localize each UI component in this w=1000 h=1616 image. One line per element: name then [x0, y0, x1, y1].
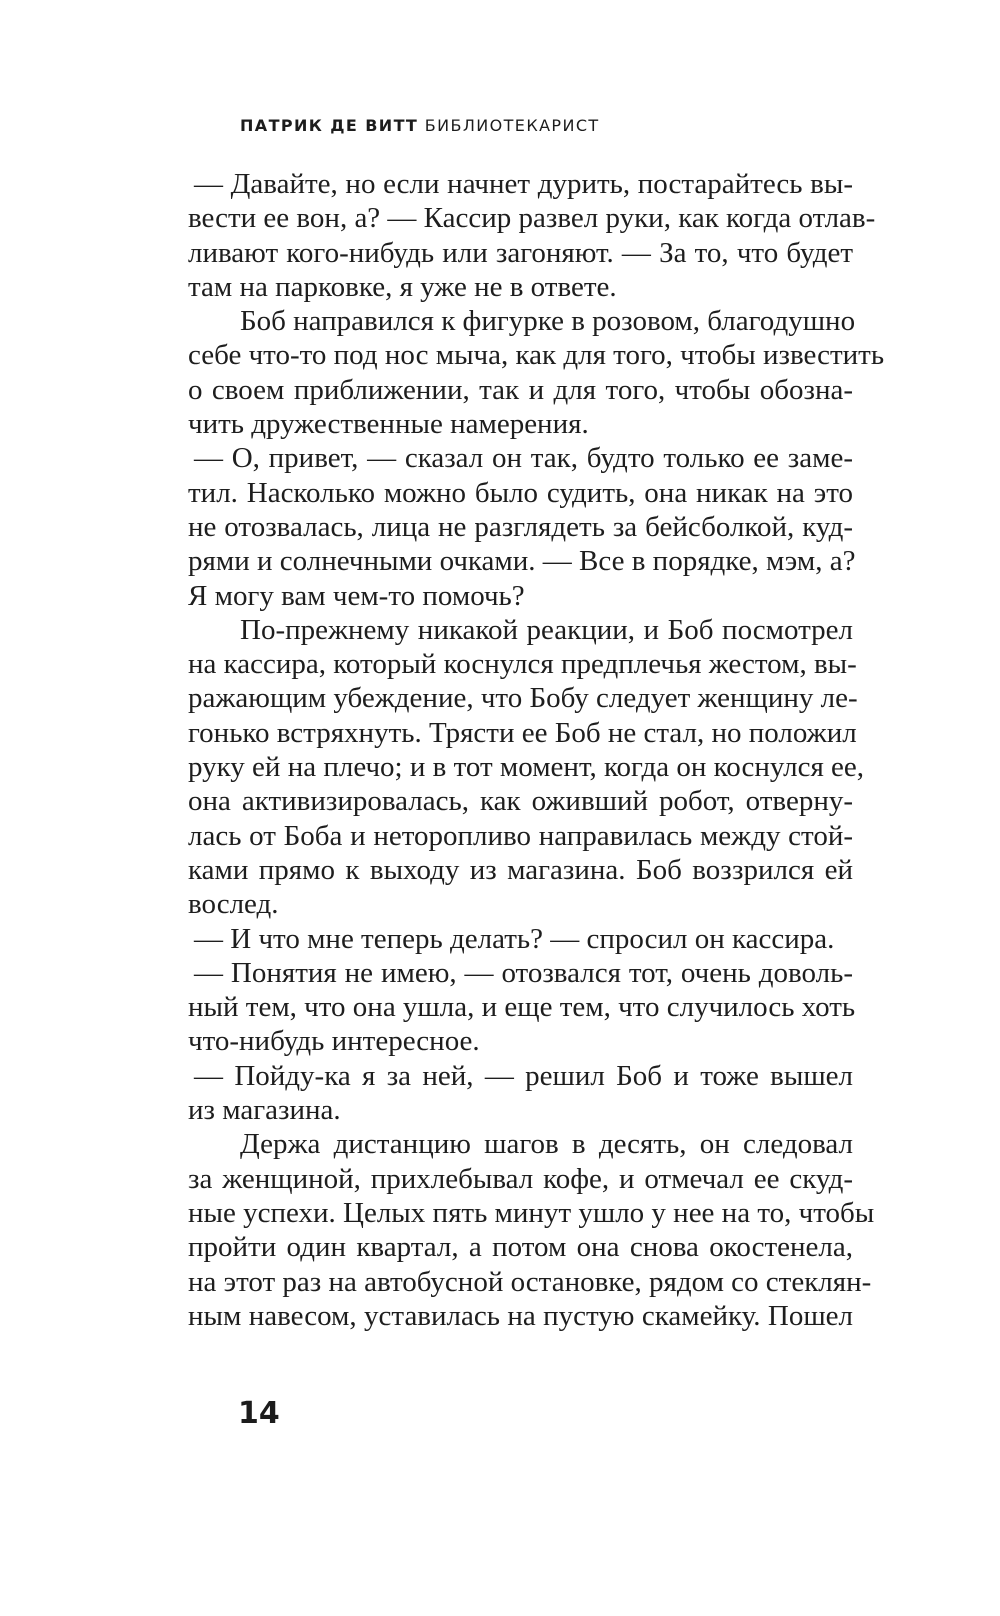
text-line: вести ее вон, а? — Кассир развел руки, как когда отлав-: [188, 202, 876, 235]
text-line: Держа дистанцию шагов в десять, он следовал: [240, 1128, 853, 1161]
text-line: себе что-то под нос мыча, как для того, чтобы известить: [188, 339, 885, 372]
text-line: — Давайте, но если начнет дурить, постарайтесь вы-: [194, 168, 853, 200]
text-line: из магазина.: [188, 1094, 341, 1127]
text-line: там на парковке, я уже не в ответе.: [188, 270, 617, 303]
body-text: [188, 167, 885, 1333]
text-line: о своем приближении, так и для того, чтобы обозна-: [188, 373, 853, 406]
text-line: — Понятия не имею, — отозвался тот, очень доволь-: [194, 956, 853, 989]
text-line: тил. Насколько можно было судить, она никак на это: [188, 476, 853, 509]
text-line: чить дружественные намерения.: [188, 408, 589, 441]
text-line: Я могу вам чем-то помочь?: [188, 579, 525, 612]
text-line: ным навесом, уставилась на пустую скамейку. Пошел: [188, 1299, 853, 1332]
text-line: ражающим убеждение, что Бобу следует женщину ле-: [188, 682, 858, 715]
text-line: Боб направился к фигурке в розовом, благодушно: [240, 305, 856, 338]
page-number: 14: [238, 1396, 280, 1431]
text-line: на кассира, который коснулся предплечья жестом, вы-: [188, 648, 857, 681]
text-line: не отозвалась, лица не разглядеть за бейсболкой, куд-: [188, 510, 853, 543]
text-line: — О, привет, — сказал он так, будто только ее заме-: [194, 442, 853, 475]
text-line: — И что мне теперь делать? — спросил он кассира.: [194, 922, 835, 955]
text-line: вослед.: [188, 888, 279, 921]
text-line: ками прямо к выходу из магазина. Боб воззрился ей: [188, 853, 853, 886]
text-line: руку ей на плечо; и в тот момент, когда он коснулся ее,: [188, 751, 865, 784]
text-line: что-нибудь интересное.: [188, 1025, 480, 1058]
text-line: ные успехи. Целых пять минут ушло у нее на то, чтобы: [188, 1196, 875, 1229]
text-line: она активизировалась, как оживший робот, отверну-: [188, 785, 853, 818]
text-line: пройти один квартал, а потом она снова окостенела,: [188, 1231, 853, 1264]
text-line: на этот раз на автобусной остановке, рядом со стеклян-: [188, 1265, 872, 1298]
text-line: рями и солнечными очками. — Все в порядке, мэм, а?: [188, 545, 856, 578]
text-line: ный тем, что она ушла, и еще тем, что случилось хоть: [188, 991, 856, 1024]
text-line: лась от Боба и неторопливо направилась между стой-: [188, 819, 853, 852]
text-line: — Пойду-ка я за ней, — решил Боб и тоже вышел: [194, 1059, 853, 1092]
text-line: ливают кого-нибудь или загоняют. — За то, что будет: [188, 236, 853, 269]
text-line: за женщиной, прихлебывал кофе, и отмечал ее скуд-: [188, 1162, 853, 1195]
text-line: гонько встряхнуть. Трясти ее Боб не стал, но положил: [188, 716, 857, 749]
running-head: [240, 116, 600, 135]
text-line: По-прежнему никакой реакции, и Боб посмотрел: [240, 613, 853, 646]
running-head-author: ПАТРИК ДЕ ВИТТ: [240, 116, 419, 135]
running-head-book-title: БИБЛИОТЕКАРИСТ: [424, 116, 600, 135]
